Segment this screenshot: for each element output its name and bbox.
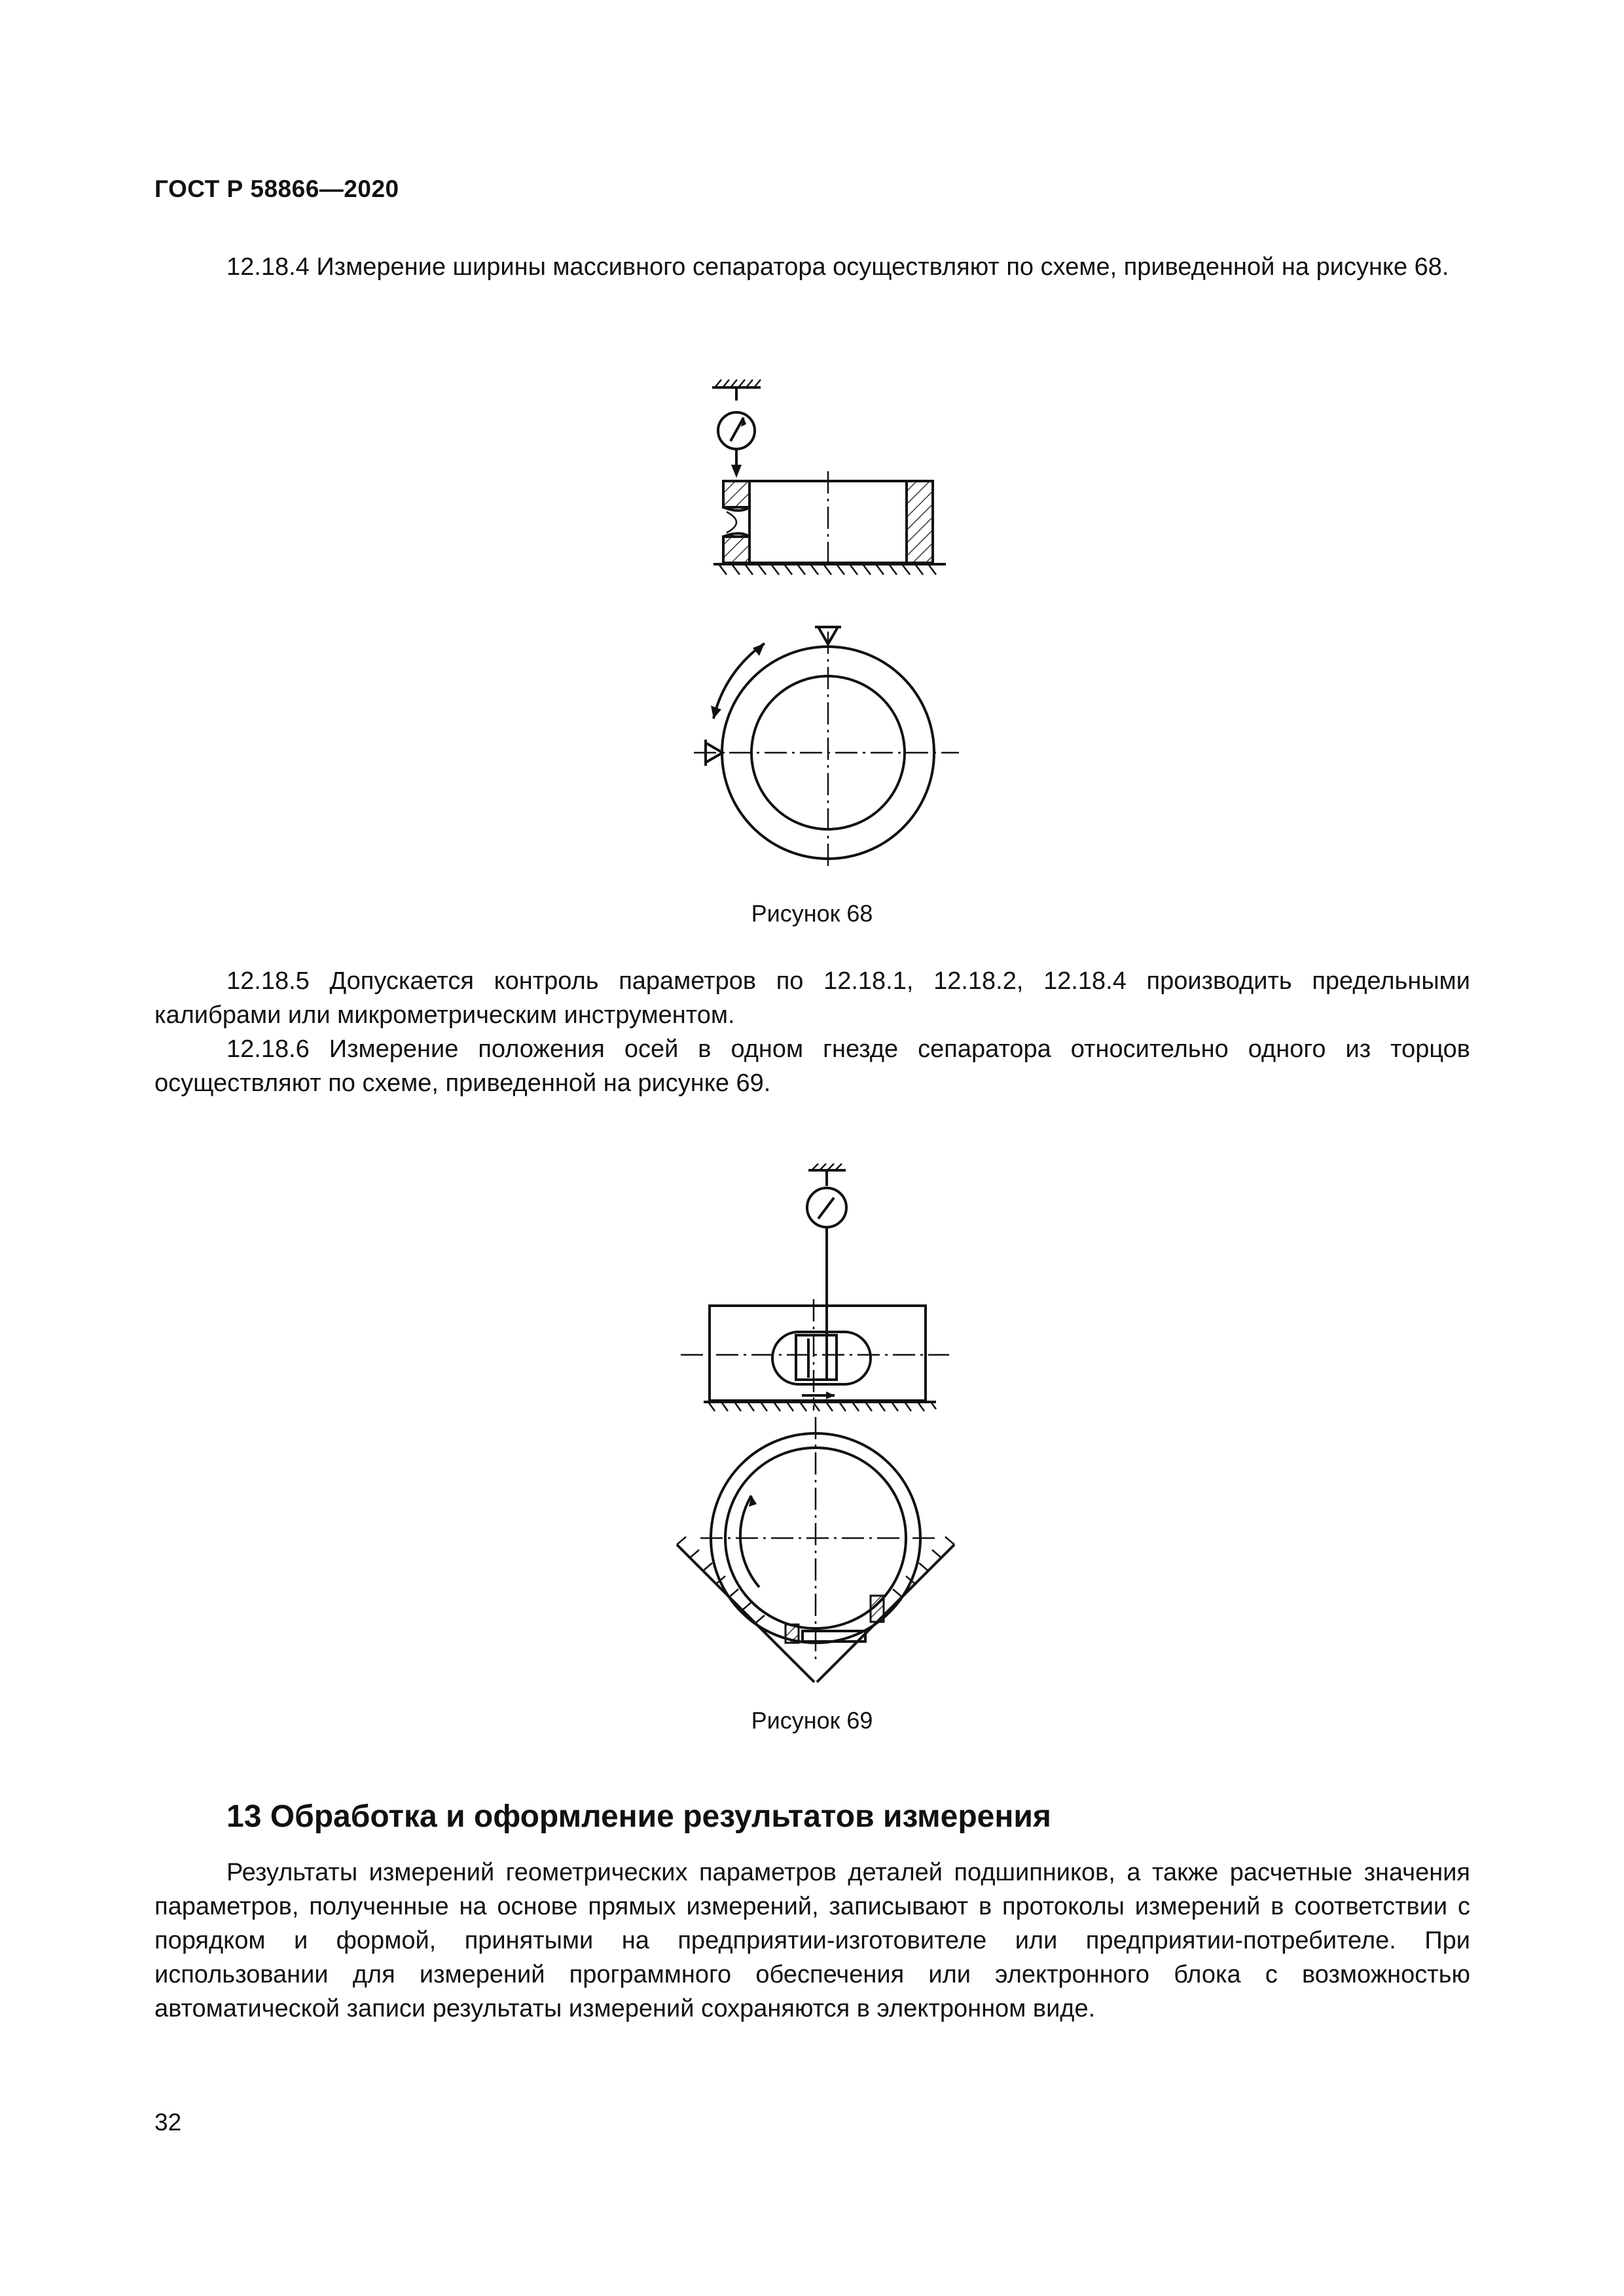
figure-69-diagram xyxy=(674,1158,975,1682)
section-13-title: 13 Обработка и оформление результатов измерения xyxy=(226,1799,1051,1834)
section-13-text: Результаты измерений геометрических параметров деталей подшипников, а также расчетные значения параметров, полученные на основе прямых измерений, записывают в протоколы измерений в соответствии с порядком и формой, принятыми на предприятии-изготовителе или предприятии-потребителе. При использовании для измерений программного обеспечения или электронного блока с возможностью автоматической записи результаты измерений сохраняются в электронном виде. xyxy=(154,1859,1470,2022)
paragraph-12-18-4: 12.18.4 Измерение ширины массивного сепаратора осуществляют по схеме, приведенной на рисунке 68. xyxy=(226,253,1449,281)
paragraph-12-18-6: 12.18.6 Измерение положения осей в одном гнезде сепаратора относительно одного из торцов осуществляют по схеме, приведенной на рисунке 69. xyxy=(154,1035,1470,1097)
page-number: 32 xyxy=(154,2109,182,2136)
figure-68-caption: Рисунок 68 xyxy=(751,900,873,927)
figure-69-caption: Рисунок 69 xyxy=(751,1707,873,1734)
paragraph-12-18-5: 12.18.5 Допускается контроль параметров по 12.18.1, 12.18.2, 12.18.4 производить предельными калибрами или микрометрическим инструментом. xyxy=(154,967,1470,1029)
figure-68-diagram xyxy=(687,373,962,884)
standard-header: ГОСТ Р 58866—2020 xyxy=(154,175,399,202)
